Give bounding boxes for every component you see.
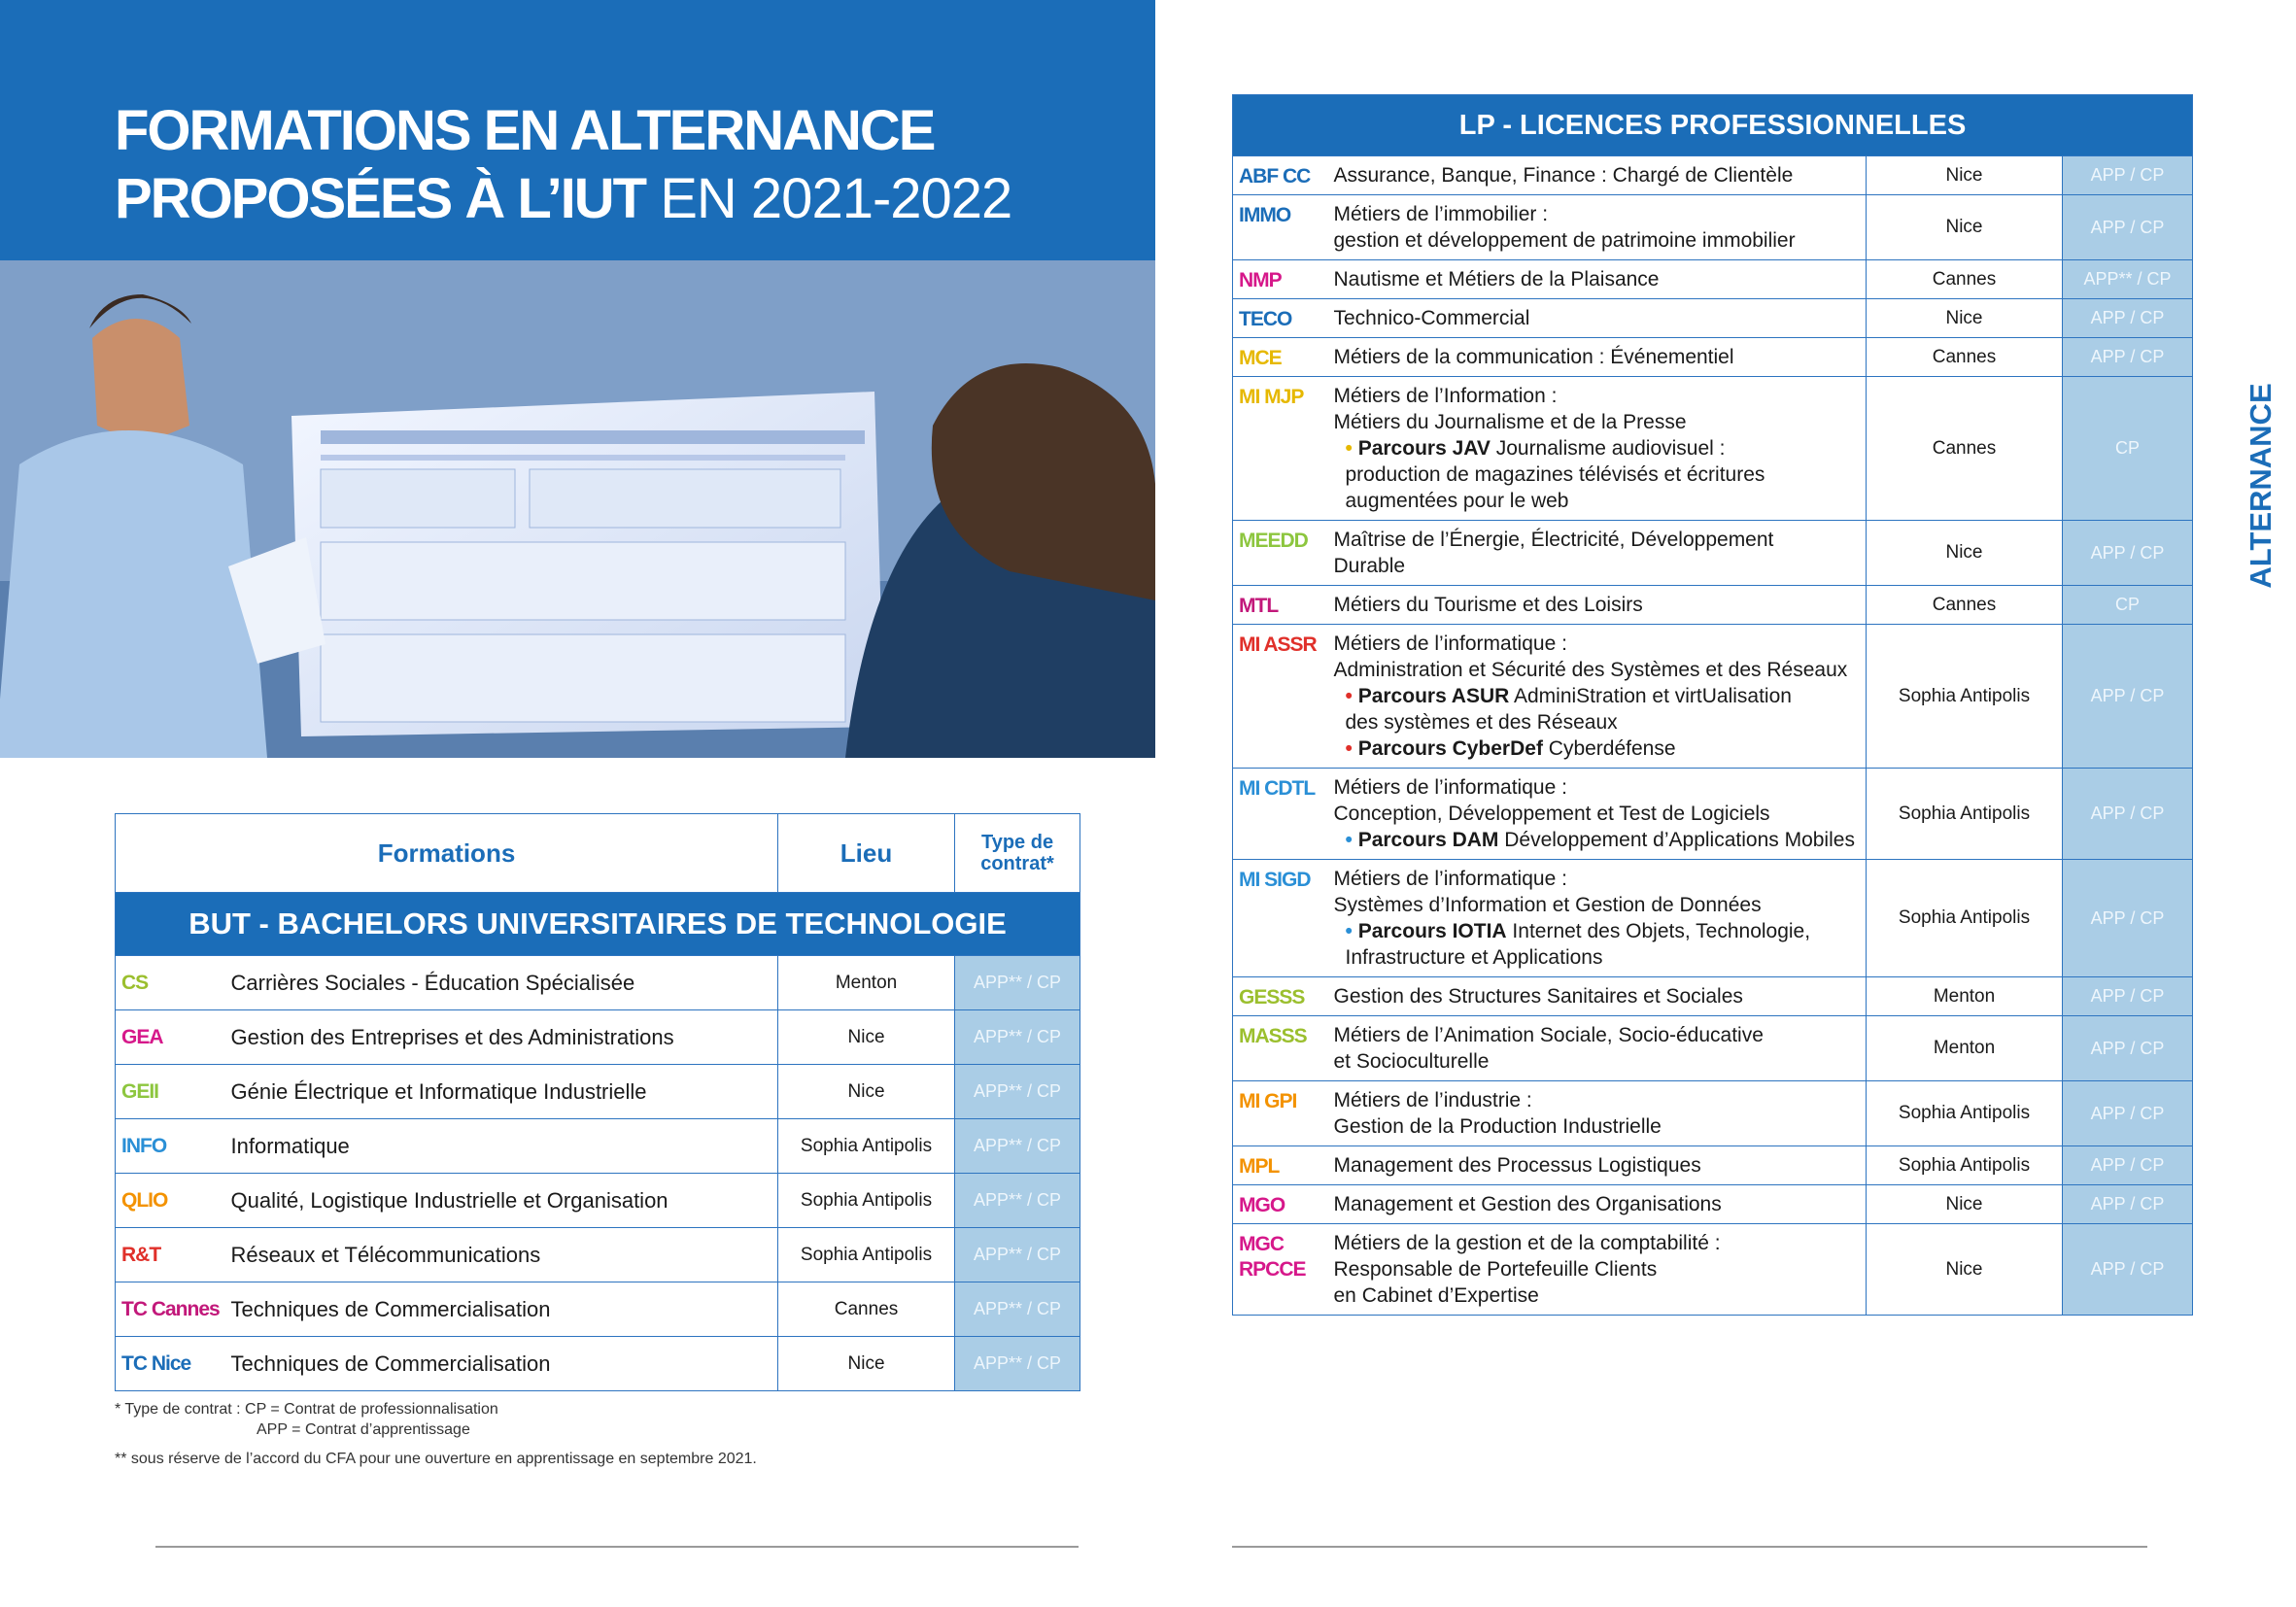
program-name: Réseaux et Télécommunications (230, 1228, 778, 1282)
parcours-desc: Journalisme audiovisuel : (1490, 437, 1726, 460)
program-line: Métiers de la communication : Événementiel (1333, 346, 1734, 368)
program-line: Métiers de l’immobilier : (1333, 203, 1549, 225)
header-formations: Formations (116, 814, 778, 893)
program-code: MCE (1233, 338, 1334, 377)
program-location: Menton (1867, 1016, 2063, 1081)
program-name: Gestion des Entreprises et des Administrations (230, 1010, 778, 1065)
but-row (116, 1065, 1080, 1119)
program-name: Qualité, Logistique Industrielle et Organisation (230, 1174, 778, 1228)
program-location: Nice (778, 1337, 955, 1391)
program-name: Informatique (230, 1119, 778, 1174)
program-contract: APP** / CP (955, 1337, 1080, 1391)
program-location: Nice (1867, 1185, 2063, 1224)
program-name (1334, 299, 1867, 338)
program-contract: CP (2063, 586, 2193, 625)
program-location: Nice (1867, 1224, 2063, 1316)
program-code: CS (116, 956, 230, 1010)
but-row (116, 1282, 1080, 1337)
program-location: Sophia Antipolis (1867, 1146, 2063, 1185)
program-contract: CP (2063, 377, 2193, 521)
program-contract: APP / CP (2063, 1185, 2193, 1224)
parcours-desc: Internet des Objets, Technologie, (1506, 920, 1811, 942)
lp-row (1233, 586, 2193, 625)
parcours-name: Parcours DAM (1357, 829, 1499, 851)
parcours-desc: Cyberdéfense (1542, 737, 1676, 760)
program-line: Assurance, Banque, Finance : Chargé de Clientèle (1333, 164, 1794, 187)
program-contract: APP / CP (2063, 156, 2193, 195)
lp-row (1233, 1224, 2193, 1316)
program-code: ABF CC (1233, 156, 1334, 195)
parcours-name: Parcours ASUR (1357, 685, 1510, 707)
program-name (1334, 977, 1867, 1016)
program-name (1334, 1146, 1867, 1185)
program-location: Cannes (778, 1282, 955, 1337)
program-code: NMP (1233, 260, 1334, 299)
program-name: Génie Électrique et Informatique Industrielle (230, 1065, 778, 1119)
header-contract-type: Type de contrat* (955, 814, 1080, 893)
program-contract: APP** / CP (2063, 260, 2193, 299)
bullet-icon: • (1345, 829, 1353, 851)
footer-rule-right (1232, 1546, 2147, 1548)
program-line: Métiers de la gestion et de la comptabilité : (1333, 1232, 1721, 1254)
program-code: MI ASSR (1233, 625, 1334, 769)
program-location: Sophia Antipolis (778, 1119, 955, 1174)
title-line-2-bold: PROPOSÉES À L’IUT (115, 167, 646, 230)
program-contract: APP / CP (2063, 338, 2193, 377)
bullet-icon: • (1345, 920, 1353, 942)
program-location: Nice (1867, 195, 2063, 260)
lp-row (1233, 195, 2193, 260)
lp-row (1233, 1081, 2193, 1146)
parcours-line (1334, 735, 1861, 762)
program-contract: APP** / CP (955, 1174, 1080, 1228)
program-location: Sophia Antipolis (1867, 1081, 2063, 1146)
program-location: Sophia Antipolis (778, 1228, 955, 1282)
but-row (116, 1119, 1080, 1174)
lp-row (1233, 860, 2193, 977)
program-contract: APP / CP (2063, 769, 2193, 860)
parcours-name: Parcours CyberDef (1357, 737, 1543, 760)
program-location: Menton (1867, 977, 2063, 1016)
program-line: Nautisme et Métiers de la Plaisance (1333, 268, 1660, 291)
program-code: MI MJP (1233, 377, 1334, 521)
program-line: augmentées pour le web (1345, 490, 1569, 512)
program-line: Métiers de l’industrie : (1333, 1089, 1532, 1111)
program-line: production de magazines télévisés et écritures (1345, 463, 1765, 486)
footnote-cfa: ** sous réserve de l’accord du CFA pour une ouverture en apprentissage en septembre 2021. (115, 1451, 757, 1467)
parcours-line (1334, 827, 1861, 853)
program-line: en Cabinet d’Expertise (1333, 1284, 1539, 1307)
program-code: MGO (1233, 1185, 1334, 1224)
program-code: MEEDD (1233, 521, 1334, 586)
program-location: Cannes (1867, 260, 2063, 299)
program-line: Métiers de l’Information : (1333, 385, 1558, 407)
program-name (1334, 1185, 1867, 1224)
program-location: Nice (778, 1065, 955, 1119)
program-code: INFO (116, 1119, 230, 1174)
program-contract: APP / CP (2063, 625, 2193, 769)
program-name (1334, 769, 1867, 860)
program-code: TECO (1233, 299, 1334, 338)
program-name (1334, 1016, 1867, 1081)
program-name: Techniques de Commercialisation (230, 1282, 778, 1337)
program-name (1334, 260, 1867, 299)
program-location: Nice (778, 1010, 955, 1065)
program-location: Cannes (1867, 586, 2063, 625)
but-row (116, 1228, 1080, 1282)
program-contract: APP / CP (2063, 299, 2193, 338)
program-contract: APP / CP (2063, 1016, 2193, 1081)
program-line: Gestion de la Production Industrielle (1333, 1115, 1662, 1138)
program-line: Systèmes d’Information et Gestion de Données (1333, 894, 1762, 916)
program-name (1334, 156, 1867, 195)
program-contract: APP** / CP (955, 1010, 1080, 1065)
side-label: ALTERNANCE (2244, 383, 2278, 589)
footnotes (115, 1399, 757, 1469)
program-name: Carrières Sociales - Éducation Spécialisée (230, 956, 778, 1010)
parcours-name: Parcours JAV (1357, 437, 1491, 460)
program-name (1334, 586, 1867, 625)
program-code: MI CDTL (1233, 769, 1334, 860)
parcours-line (1334, 683, 1861, 709)
program-location: Cannes (1867, 377, 2063, 521)
program-location: Nice (1867, 521, 2063, 586)
program-name (1334, 377, 1867, 521)
program-location: Sophia Antipolis (1867, 625, 2063, 769)
lp-row (1233, 260, 2193, 299)
program-code: GEII (116, 1065, 230, 1119)
but-row (116, 1337, 1080, 1391)
program-code: MTL (1233, 586, 1334, 625)
lp-row (1233, 377, 2193, 521)
lp-row (1233, 521, 2193, 586)
lp-row (1233, 977, 2193, 1016)
program-line: Durable (1333, 555, 1406, 577)
program-contract: APP** / CP (955, 1119, 1080, 1174)
lp-table (1232, 94, 2193, 1316)
program-contract: APP / CP (2063, 977, 2193, 1016)
program-line: Métiers de l’informatique : (1333, 633, 1567, 655)
program-line: Management et Gestion des Organisations (1333, 1193, 1722, 1215)
program-line: Technico-Commercial (1333, 307, 1530, 329)
program-line: Responsable de Portefeuille Clients (1333, 1258, 1658, 1281)
program-line: Maîtrise de l’Énergie, Électricité, Développement (1333, 529, 1774, 551)
program-code: QLIO (116, 1174, 230, 1228)
program-location: Sophia Antipolis (778, 1174, 955, 1228)
but-table (115, 813, 1080, 1391)
program-contract: APP / CP (2063, 1146, 2193, 1185)
parcours-desc: AdminiStration et virtUalisation (1509, 685, 1792, 707)
program-code: IMMO (1233, 195, 1334, 260)
lp-row (1233, 156, 2193, 195)
lp-section-band: LP - LICENCES PROFESSIONNELLES (1233, 95, 2193, 156)
program-code: GESSS (1233, 977, 1334, 1016)
footnote-contract-app: APP = Contrat d’apprentissage (257, 1421, 470, 1438)
parcours-name: Parcours IOTIA (1357, 920, 1507, 942)
parcours-line (1334, 918, 1861, 944)
program-name (1334, 195, 1867, 260)
program-line: Métiers de l’Animation Sociale, Socio-éducative (1333, 1024, 1764, 1046)
program-line: Infrastructure et Applications (1345, 946, 1603, 969)
program-code: MI GPI (1233, 1081, 1334, 1146)
program-line: Métiers du Journalisme et de la Presse (1333, 411, 1687, 433)
program-line: et Socioculturelle (1333, 1050, 1490, 1073)
program-name (1334, 860, 1867, 977)
program-code: R&T (116, 1228, 230, 1282)
footer-rule-left (155, 1546, 1079, 1548)
program-location: Nice (1867, 299, 2063, 338)
program-contract: APP** / CP (955, 1282, 1080, 1337)
page-title (115, 97, 1011, 233)
program-contract: APP** / CP (955, 1065, 1080, 1119)
program-line: Métiers de l’informatique : (1333, 868, 1567, 890)
but-row (116, 1010, 1080, 1065)
program-code: TC Cannes (116, 1282, 230, 1337)
but-row (116, 1174, 1080, 1228)
title-band (0, 0, 1155, 260)
program-code: TC Nice (116, 1337, 230, 1391)
program-contract: APP / CP (2063, 1224, 2193, 1316)
program-contract: APP / CP (2063, 521, 2193, 586)
program-line: Gestion des Structures Sanitaires et Sociales (1333, 985, 1743, 1008)
program-line: des systèmes et des Réseaux (1345, 711, 1618, 734)
program-line: Management des Processus Logistiques (1333, 1154, 1701, 1177)
program-name (1334, 625, 1867, 769)
program-line: Métiers de l’informatique : (1333, 776, 1567, 799)
program-code: GEA (116, 1010, 230, 1065)
program-name: Techniques de Commercialisation (230, 1337, 778, 1391)
program-name (1334, 1081, 1867, 1146)
title-line-2-light: EN 2021-2022 (645, 167, 1012, 230)
but-row (116, 956, 1080, 1010)
bullet-icon: • (1345, 437, 1353, 460)
program-contract: APP / CP (2063, 1081, 2193, 1146)
program-location: Cannes (1867, 338, 2063, 377)
lp-row (1233, 299, 2193, 338)
program-name (1334, 521, 1867, 586)
parcours-line (1334, 435, 1861, 462)
title-line-1: FORMATIONS EN ALTERNANCE (115, 99, 935, 162)
program-line: gestion et développement de patrimoine immobilier (1333, 229, 1796, 252)
program-location: Sophia Antipolis (1867, 769, 2063, 860)
program-contract: APP** / CP (955, 956, 1080, 1010)
program-line: Conception, Développement et Test de Logiciels (1333, 803, 1770, 825)
but-section-band: BUT - BACHELORS UNIVERSITAIRES DE TECHNOLOGIE (116, 893, 1080, 956)
program-code: MPL (1233, 1146, 1334, 1185)
parcours-desc: Développement d’Applications Mobiles (1498, 829, 1855, 851)
program-name (1334, 338, 1867, 377)
lp-row (1233, 1016, 2193, 1081)
program-line: Métiers du Tourisme et des Loisirs (1333, 594, 1643, 616)
program-name (1334, 1224, 1867, 1316)
program-contract: APP** / CP (955, 1228, 1080, 1282)
bullet-icon: • (1345, 685, 1353, 707)
program-code: MASSS (1233, 1016, 1334, 1081)
program-location: Nice (1867, 156, 2063, 195)
lp-row (1233, 1185, 2193, 1224)
lp-row (1233, 338, 2193, 377)
lp-row (1233, 769, 2193, 860)
program-contract: APP / CP (2063, 195, 2193, 260)
program-code: MGC RPCCE (1233, 1224, 1334, 1316)
program-contract: APP / CP (2063, 860, 2193, 977)
program-location: Sophia Antipolis (1867, 860, 2063, 977)
header-lieu: Lieu (778, 814, 955, 893)
lp-row (1233, 625, 2193, 769)
program-line: Administration et Sécurité des Systèmes et des Réseaux (1333, 659, 1848, 681)
footnote-contract-cp: * Type de contrat : CP = Contrat de professionnalisation (115, 1401, 498, 1418)
program-location: Menton (778, 956, 955, 1010)
program-code: MI SIGD (1233, 860, 1334, 977)
bullet-icon: • (1345, 737, 1353, 760)
lp-row (1233, 1146, 2193, 1185)
presentation-photo (0, 260, 1155, 758)
